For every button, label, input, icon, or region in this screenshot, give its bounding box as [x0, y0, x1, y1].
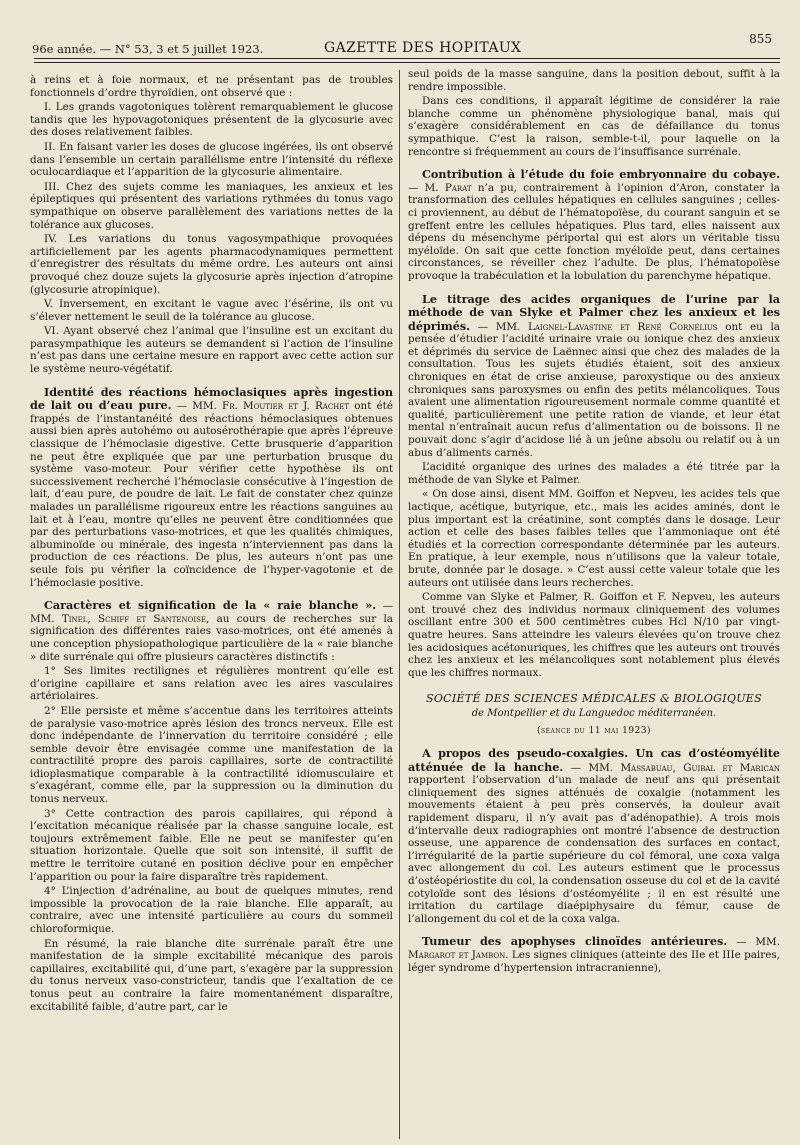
article-authors: — MM. Tinel, Schiff et Santenoise, — [30, 600, 393, 625]
article-body: n’a pu, contrairement à l’opinion d’Aron, constater la transformation des cellules hépatiques en cellules sanguines ; celles-ci proviennent, au début de l’hématopoïèse, du courant sanguin et se greffent entre les cellules hépatiques. Plus tard, elles naissent aux dépens du mésenchyme périportal qui est alors un véritable tissu myéloïde. On sait que cette fonction myéloïde peut, dans certaines circonstances, se réveiller chez l’adulte. De plus, l’hématopoïèse provoque la trabéculation et la lobulation du parenchyme hépatique. — [408, 181, 780, 282]
list-item: 1° Ses limites rectilignes et régulières montrent qu’elle est d’origine capillaire et sans relation avec les aires vasculaires artériolaires. — [30, 665, 393, 703]
list-item: I. Les grands vagotoniques tolèrent remarquablement le glucose tandis que les hypovagotoniques présentent de la glycosurie avec des doses relativement faibles. — [30, 101, 393, 139]
article-paragraph: Comme van Slyke et Palmer, R. Goiffon et F. Nepveu, les auteurs ont trouvé chez des individus normaux cliniquement des volumes oscillant entre 300 et 500 centimètres cubes Hcl N/10 par vingt-quatre heures. Sans atteindre les valeurs élevées qu’on trouve chez les acidosiques acétonuriques, les chiffres que les auteurs ont trouvés chez les anxieux et les mélancoliques sont notablement plus élevés que les chiffres normaux. — [408, 591, 780, 679]
continuation-paragraph: seul poids de la masse sanguine, dans la position debout, suffit à la rendre impossible. — [408, 68, 780, 93]
article-pseudo-coxalgies — [408, 747, 780, 925]
society-subtitle: de Montpellier et du Languedoc méditerranéen. — [471, 707, 717, 719]
page-number: 855 — [749, 32, 772, 46]
page-header — [28, 22, 782, 62]
article-acides-urine — [408, 293, 780, 460]
article-title: Tumeur des apophyses clinoïdes antérieures. — [422, 934, 728, 949]
article-title: Le titrage des acides organiques de l’urine par la méthode de van Slyke et Palmer chez les anxieux et les déprimés. — [408, 291, 780, 333]
article-authors: — MM. Margarot et Jambon. — [408, 936, 780, 961]
column-divider — [399, 70, 400, 1139]
article-title: Identité des réactions hémoclasiques après ingestion de lait ou d’eau pure. — [30, 384, 393, 413]
list-item: II. En faisant varier les doses de glucose ingérées, ils ont observé dans l’ensemble un certain parallélisme entre l’intensité du réflexe oculocardiaque et l’apparition de la glycosurie alimentaire. — [30, 140, 393, 179]
article-tumeur-clinoides — [408, 935, 780, 974]
continuation-paragraph: Dans ces conditions, il apparaît légitime de considérer la raie blanche comme un phénomène physiologique banal, mais qui s’exagère considérablement en cas de défaillance du tonus sympathique. C’est la raison, semble-t-il, pour laquelle on la rencontre si fréquemment au cours de l’insuffisance surrénale. — [408, 95, 780, 158]
list-item: IV. Les variations du tonus vagosympathique provoquées artificiellement par les agents pharmacodynamiques permettent d’enregistrer des résultats du même ordre. Les auteurs ont ainsi provoqué chez douze sujets la glycosurie après injection d’atropine (glycosurie atropinique). — [30, 233, 393, 296]
article-body: Les signes cliniques (atteinte des IIe et IIIe paires, léger syndrome d’hypertension intracranienne), — [408, 949, 780, 974]
article-body: rapportent l’observation d’un malade de neuf ans qui présentait cliniquement des signes atténués de coxalgie (notamment les mouvements étaient à peu près conservés, la douleur avait rapidement disparu, il n’y avait pas d’adénopathie). A trois mois d’intervalle deux radiographies ont montré l’absence de destruction osseuse, une apparence de condensation des surfaces en contact, l’irrégularité de la partie supérieure du col fémoral, une coxa valga avec allongement du col. Les auteurs estiment que le processus d’ostéopériostite du col, la condensation osseuse du col et de la cavité cotyloïde sont des lésions d’ostéomyélite ; il en est résulté une irritation du cartilage diaépiphysaire du fémur, cause de l’allongement du col et de la coxa valga. — [408, 774, 780, 925]
article-body: ont été frappés de l’instantanéité des réactions hémoclasiques obtenues aussi bien après autohémo ou autosérothérapie que après l’épreuve classique de l’hémoclasie digestive. Cette brusquerie d’apparition ne peut être expliquée que par une perturbation brusque du système vaso-moteur. Pour vérifier cette hypothèse ils ont successivement recherché l’hémoclasie consécutive à l’ingestion de lait, d’eau pure, de poudre de lait. Le fait de constater chez quinze malades un parallélisme rigoureux entre les réactions sanguines au lait et à l’eau, montre qu’elles ne peuvent être conditionnées que par des perturbations vaso-motrices, et que les qualités chimiques, albuminoïde ou minérale, des ingesta n’interviennent pas dans la production de ces réactions. De plus, les auteurs n’ont pas une seule fois pu vérifier la coïncidence de l’hyper-vagotonie et de l’hémoclasie positive. — [30, 400, 393, 589]
article-body: au cours de recherches sur la signification des différentes raies vaso-motrices, ont été amenés à une conception physiopathologique particulière de la « raie blanche » dite surrénale qui offre plusieurs caractères distinctifs : — [30, 612, 393, 663]
seance-date: (séance du 11 mai 1923) — [536, 725, 652, 736]
article-raie-blanche — [30, 599, 393, 663]
article-authors: — MM. Fr. Moutier et J. Rachet — [176, 400, 350, 413]
article-title: A propos des pseudo-coxalgies. Un cas d’ostéomyélite atténuée de la hanche. — [408, 746, 780, 774]
article-authors: — MM. Massabuau, Guibal et Marican — [570, 761, 780, 774]
article-title: Caractères et signification de la « raie blanche ». — [44, 598, 377, 613]
article-paragraph: « On dose ainsi, disent MM. Goiffon et Nepveu, les acides tels que lactique, acétique, butyrique, etc., mais les acides aminés, dont le plus important est la créatinine, sont comptés dans le dosage. Leur action et celle des bases faibles telles que l’ammoniaque ont été étudiés et la correction correspondante déterminée par les auteurs. En pratique, à leur exemple, nous n’utilisons que la valeur totale, brute, donnée par le dosage. » C’est aussi cette valeur totale que les auteurs ont utilisée dans leurs recherches. — [408, 488, 780, 589]
society-title: SOCIÉTÉ DES SCIENCES MÉDICALES & BIOLOGIQUES — [426, 692, 762, 706]
list-item: 4° L’injection d’adrénaline, au bout de quelques minutes, rend impossible la provocation de la raie blanche. Elle apparaît, au contraire, avec une intensité particulière au cours du sommeil chloroformique. — [30, 885, 393, 935]
left-column — [30, 74, 393, 1139]
article-hemoclasie — [30, 386, 393, 590]
article-paragraph: L’acidité organique des urines des malades a été titrée par la méthode de van Slyke et Palmer. — [408, 461, 780, 486]
intro-paragraph: à reins et à foie normaux, et ne présentant pas de troubles fonctionnels d’ordre thyroïdien, ont observé que : — [30, 74, 393, 99]
article-body: ont eu la pensée d’étudier l’acidité urinaire vraie ou ionique chez des anxieux et déprimés du service de Laënnec ainsi que chez des malades de la consultation. Tous les sujets étudiés étaient, soit des anxieux chroniques en état de crise anxieuse, paroxystique ou des anxieux chroniques sans paroxysmes ou enfin des petits mélancoliques. Tous avaient une alimentation rigoureusement normale comme quantité et qualité, particulièrement une petite ration de viande, et leur état mental n’entraînait aucun refus d’alimentation ou de boissons. Il ne pouvait donc s’agir d’acidose lié à un jeûne absolu ou relatif ou à un abus d’aliments carnés. — [408, 320, 780, 459]
list-item: V. Inversement, en excitant le vague avec l’ésérine, ils ont vu s’élever nettement le seuil de la tolérance au glucose. — [30, 298, 393, 323]
journal-title: GAZETTE DES HOPITAUX — [324, 40, 522, 56]
list-item: III. Chez des sujets comme les maniaques, les anxieux et les épileptiques qui présentent des variations rythmées du tonus vago sympathique on observe parallèlement des variations nettes de la tolérance aux glucoses. — [30, 180, 393, 231]
article-conclusion: En résumé, la raie blanche dite surrénale paraît être une manifestation de la simple excitabilité mécanique des parois capillaires, excitabilité qui, d’une part, s’exagère par la suppression du tonus nerveux vaso-constricteur, tandis que l’exaltation de ce tonus peut au contraire la faire momentanément disparaître, excitabilité faible, d’autre part, car le — [30, 937, 393, 1013]
list-item: 2° Elle persiste et même s’accentue dans les territoires atteints de paralysie vaso-motrice après lésion des troncs nerveux. Elle est donc indépendante de l’innervation du territoire considéré ; elle semble devoir être envisagée comme une manifestation de la contractilité propre des parois capillaires, sorte de contractilité idioplasmatique comparable à la contractilité idiomusculaire et s’exagérant, comme elle, par la suppression ou la diminution du tonus nerveux. — [30, 704, 393, 806]
header-rule — [34, 58, 780, 63]
article-authors: — M. Parat — [408, 181, 472, 194]
article-foie-embryonnaire — [408, 168, 780, 282]
right-column — [408, 68, 780, 1139]
article-authors: — MM. Laignel-Lavastine et René Cornélius — [477, 320, 718, 333]
list-item: VI. Ayant observé chez l’animal que l’insuline est un excitant du parasympathique les auteurs se demandent si l’action de l’insuline n’est pas dans une certaine mesure en rapport avec cette action sur le système neuro-végétatif. — [30, 325, 393, 376]
list-item: 3° Cette contraction des parois capillaires, qui répond à l’excitation mécanique réalisée par la chasse sanguine locale, est toujours extrêmement faible. Elle ne peut se manifester qu’en situation horizontale. Quelle que soit son intensité, il suffit de mettre le territoire cutané en position déclive pour en empêcher l’apparition ou pour la faire disparaître très rapidement. — [30, 807, 393, 883]
article-title: Contribution à l’étude du foie embryonnaire du cobaye. — [422, 167, 780, 182]
issue-info: 96e année. — N° 53, 3 et 5 juillet 1923. — [32, 42, 264, 56]
